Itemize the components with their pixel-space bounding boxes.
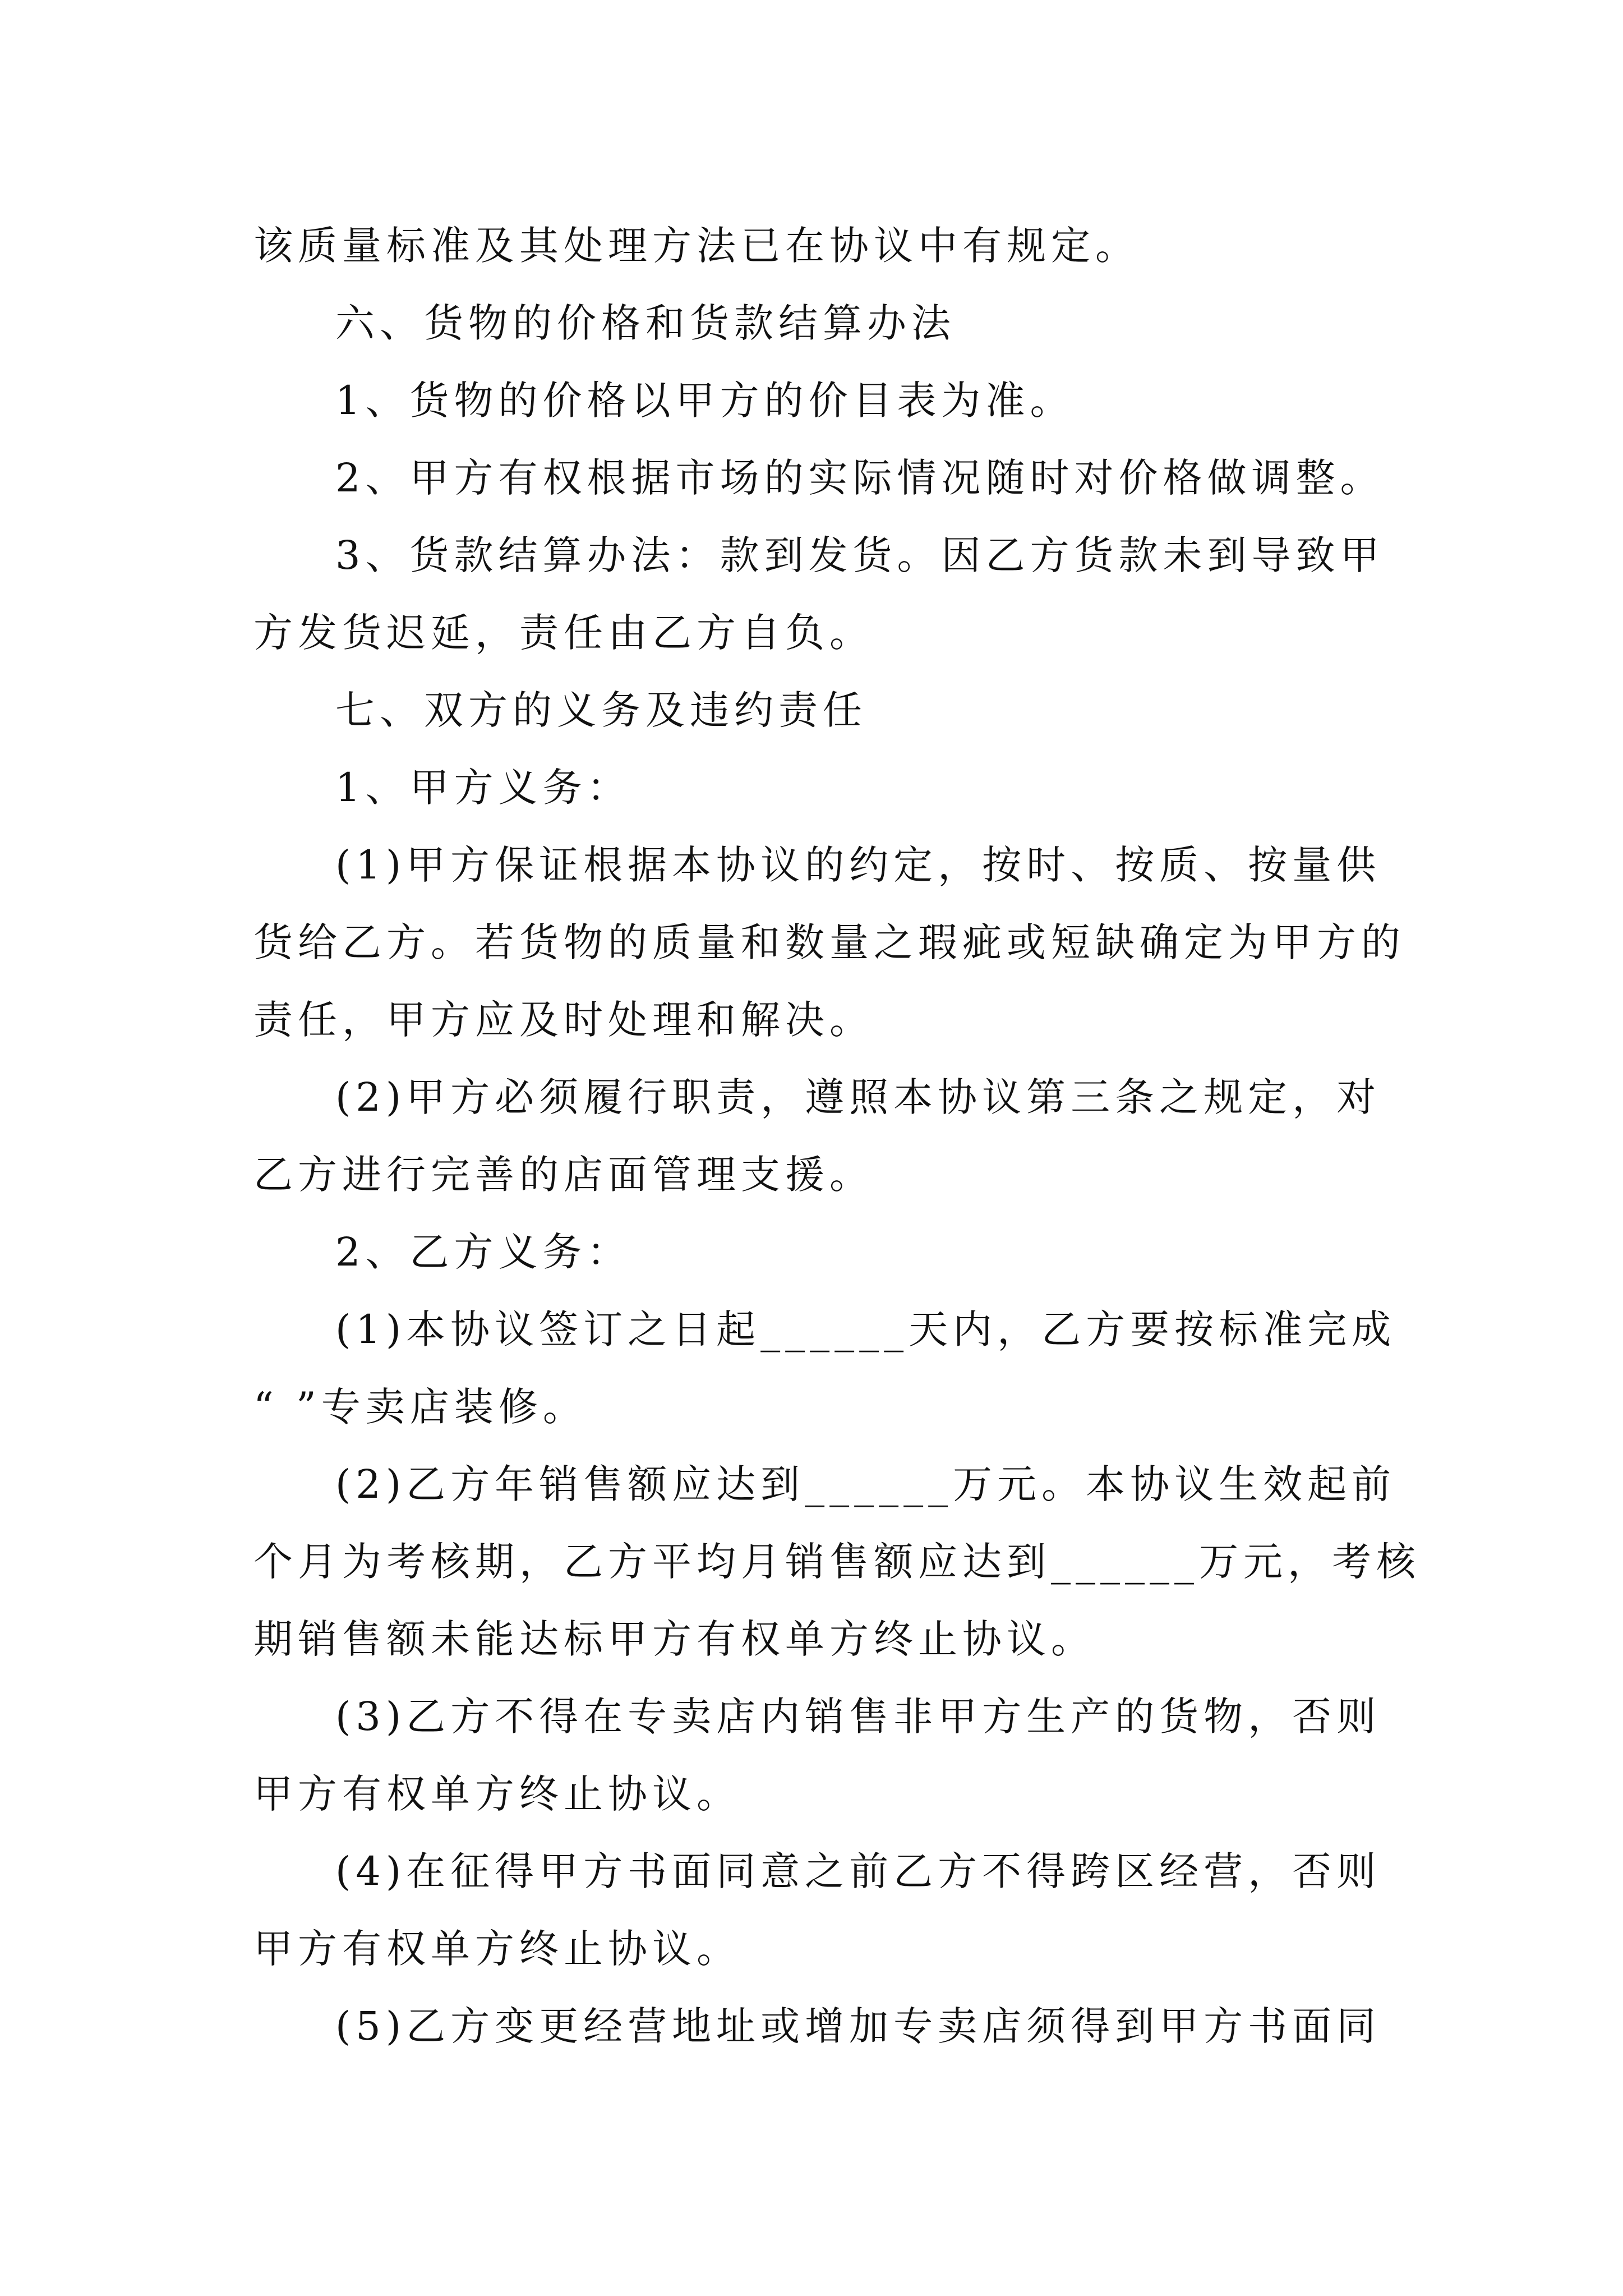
paragraph-line: (2)乙方年销售额应达到______万元。本协议生效起前 <box>335 1461 1396 1507</box>
paragraph-line: 方发货迟延，责任由乙方自负。 <box>253 610 874 656</box>
paragraph-line: 责任，甲方应及时处理和解决。 <box>253 997 874 1043</box>
paragraph-line: 该质量标准及其处理方法已在协议中有规定。 <box>253 223 1140 269</box>
paragraph-line: (1)甲方保证根据本协议的约定，按时、按质、按量供 <box>335 842 1381 888</box>
paragraph-line: (1)本协议签订之日起______天内，乙方要按标准完成 <box>335 1306 1396 1352</box>
paragraph-line: 甲方有权单方终止协议。 <box>253 1771 741 1817</box>
paragraph-line: (3)乙方不得在专卖店内销售非甲方生产的货物，否则 <box>335 1694 1381 1740</box>
paragraph-line: 期销售额未能达标甲方有权单方终止协议。 <box>253 1616 1095 1662</box>
subsection-heading: 2、乙方义务： <box>335 1229 631 1275</box>
paragraph-line: 3、货款结算办法：款到发货。因乙方货款未到导致甲 <box>335 532 1385 578</box>
paragraph-line: “ ”专卖店装修。 <box>253 1384 587 1430</box>
paragraph-line: (4)在征得甲方书面同意之前乙方不得跨区经营，否则 <box>335 1848 1381 1894</box>
paragraph-line: 个月为考核期，乙方平均月销售额应达到______万元，考核 <box>253 1539 1421 1585</box>
subsection-heading: 1、甲方义务： <box>335 765 631 811</box>
paragraph-line: (2)甲方必须履行职责，遵照本协议第三条之规定，对 <box>335 1074 1381 1120</box>
paragraph-line: 2、甲方有权根据市场的实际情况随时对价格做调整。 <box>335 455 1385 501</box>
paragraph-line: 货给乙方。若货物的质量和数量之瑕疵或短缺确定为甲方的 <box>253 919 1405 965</box>
paragraph-line: 乙方进行完善的店面管理支援。 <box>253 1152 874 1198</box>
section-heading: 六、货物的价格和货款结算办法 <box>335 300 956 346</box>
paragraph-line: 甲方有权单方终止协议。 <box>253 1926 741 1972</box>
section-heading: 七、双方的义务及违约责任 <box>335 687 867 733</box>
paragraph-line: 1、货物的价格以甲方的价目表为准。 <box>335 378 1075 424</box>
paragraph-line: (5)乙方变更经营地址或增加专卖店须得到甲方书面同 <box>335 2003 1381 2049</box>
